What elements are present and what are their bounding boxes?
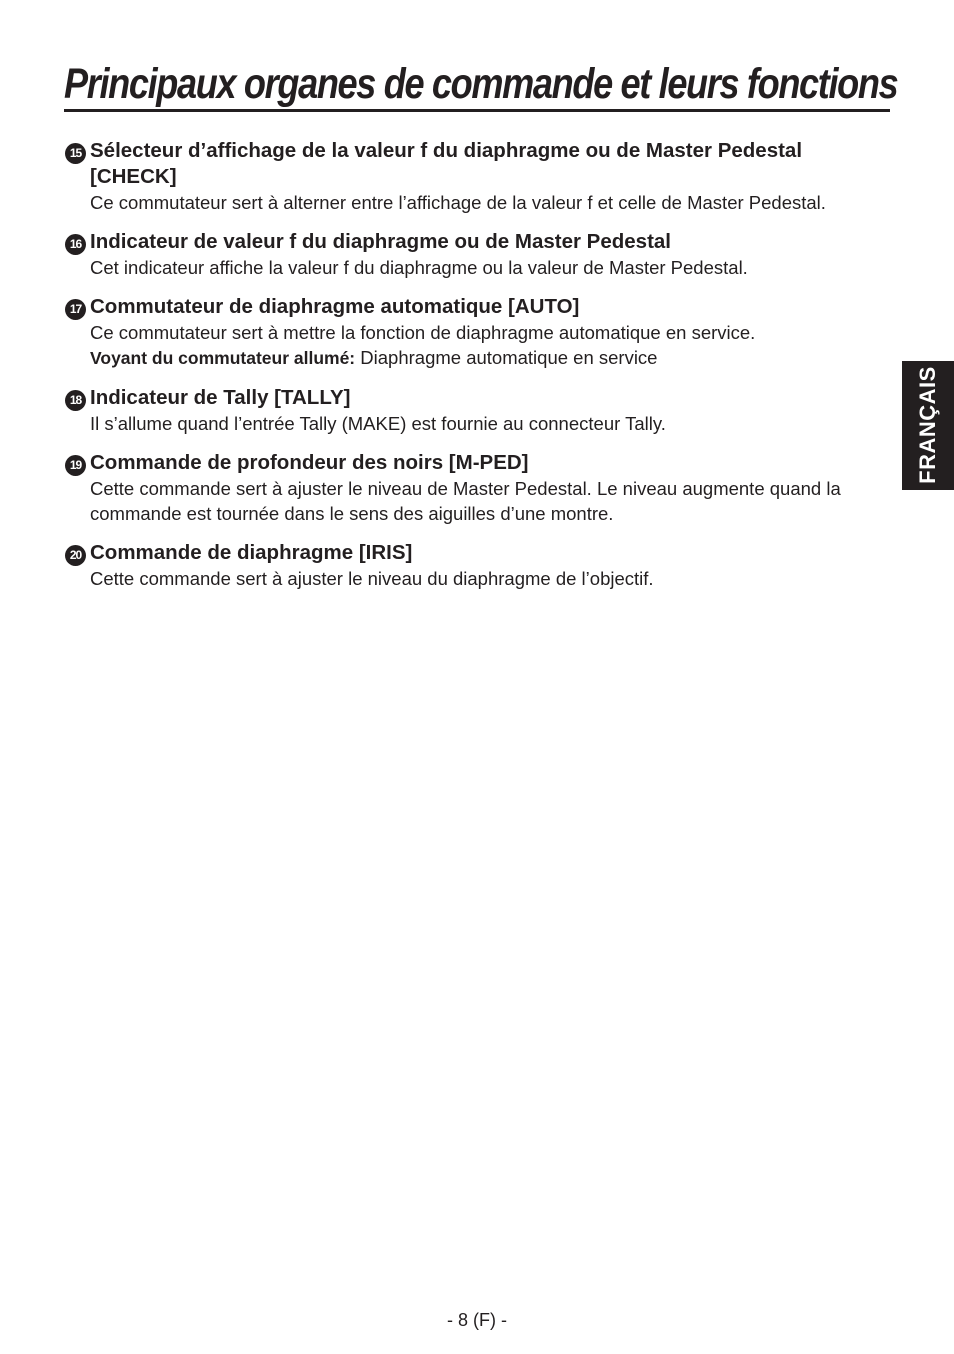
section-description: Cette commande sert à ajuster le niveau de Master Pedestal. Le niveau augmente quand la commande est tournée dans le sens des aiguilles d’une montre. xyxy=(90,478,841,524)
number-16-icon: 16 xyxy=(65,234,86,255)
section-heading: Indicateur de Tally [TALLY] xyxy=(90,386,351,409)
section-description: Ce commutateur sert à mettre la fonction de diaphragme automatique en service. xyxy=(90,322,756,343)
note-text: Diaphragme automatique en service xyxy=(360,347,658,368)
language-tab xyxy=(902,361,954,490)
section-description: Cet indicateur affiche la valeur f du diaphragme ou la valeur de Master Pedestal. xyxy=(90,257,748,278)
section-heading: Sélecteur d’affichage de la valeur f du diaphragme ou de Master Pedestal [CHECK] xyxy=(90,139,803,188)
page-title: Principaux organes de commande et leurs fonctions xyxy=(64,60,898,108)
section-description: Il s’allume quand l’entrée Tally (MAKE) est fournie au connecteur Tally. xyxy=(90,413,666,434)
section-heading: Commutateur de diaphragme automatique [AUTO] xyxy=(90,295,580,318)
section-note xyxy=(90,345,894,371)
title-rule xyxy=(64,109,890,112)
section-value-indicator xyxy=(64,229,894,280)
section-tally-indicator xyxy=(64,385,894,436)
number-20-icon: 20 xyxy=(65,545,86,566)
page-number: - 8 (F) - xyxy=(447,1310,507,1330)
language-tab-label: FRANÇAIS xyxy=(915,366,940,484)
section-heading: Commande de diaphragme [IRIS] xyxy=(90,541,413,564)
number-18-icon: 18 xyxy=(65,390,86,411)
section-list xyxy=(64,138,894,605)
number-17-icon: 17 xyxy=(65,299,86,320)
note-label: Voyant du commutateur allumé: xyxy=(90,348,356,368)
section-m-ped-control xyxy=(64,450,894,526)
number-19-icon: 19 xyxy=(65,455,86,476)
section-heading: Indicateur de valeur f du diaphragme ou de Master Pedestal xyxy=(90,230,671,253)
section-iris-control xyxy=(64,540,894,591)
section-description: Ce commutateur sert à alterner entre l’affichage de la valeur f et celle de Master Pedestal. xyxy=(90,192,826,213)
number-15-icon: 15 xyxy=(65,143,86,164)
section-description: Cette commande sert à ajuster le niveau du diaphragme de l’objectif. xyxy=(90,568,654,589)
section-check-selector xyxy=(64,138,894,215)
section-auto-iris-switch xyxy=(64,294,894,371)
section-heading: Commande de profondeur des noirs [M-PED] xyxy=(90,451,529,474)
